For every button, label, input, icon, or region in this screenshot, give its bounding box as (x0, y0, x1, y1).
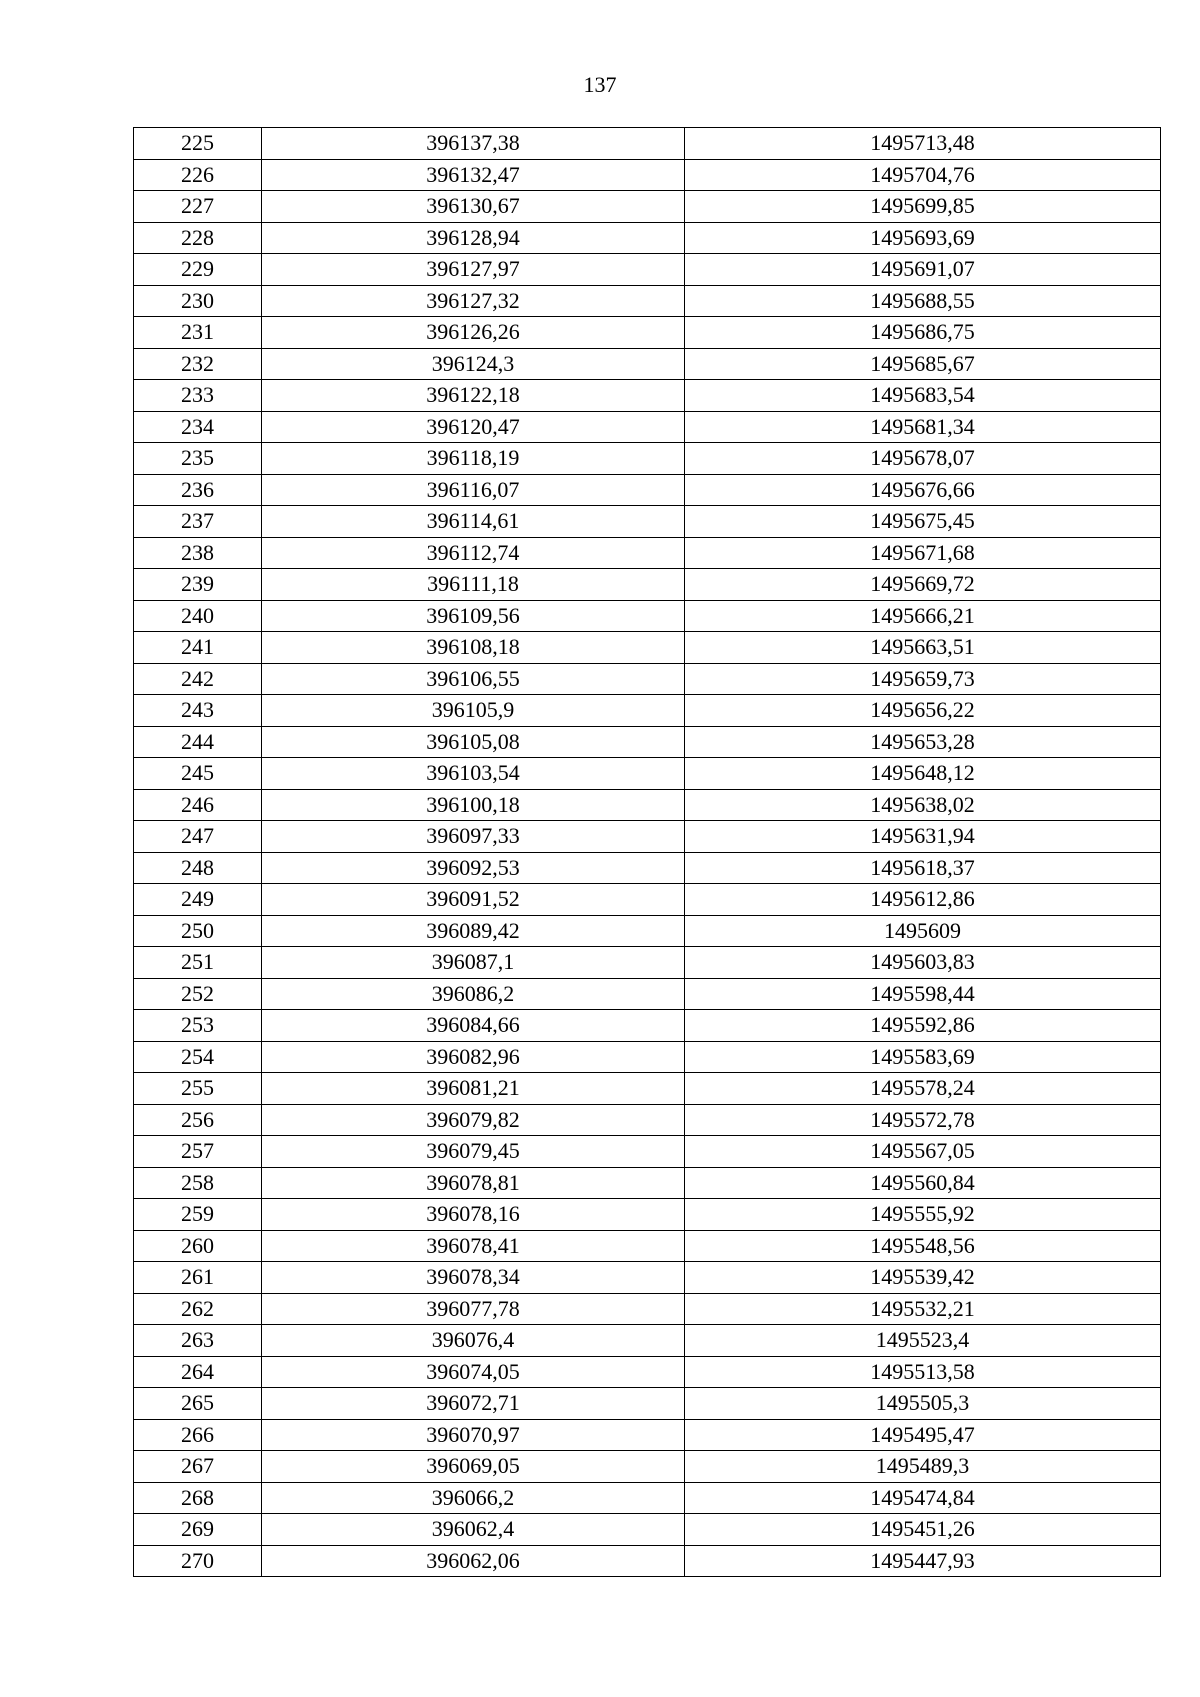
table-row (134, 380, 1161, 412)
point-number-cell: 227 (134, 191, 262, 223)
y-coordinate-cell: 1495648,12 (685, 758, 1161, 790)
point-number-cell: 256 (134, 1104, 262, 1136)
table-row (134, 474, 1161, 506)
table-row (134, 1356, 1161, 1388)
table-row (134, 1230, 1161, 1262)
y-coordinate-cell: 1495505,3 (685, 1388, 1161, 1420)
x-coordinate-cell: 396126,26 (262, 317, 685, 349)
y-coordinate-cell: 1495489,3 (685, 1451, 1161, 1483)
table-row (134, 978, 1161, 1010)
point-number-cell: 260 (134, 1230, 262, 1262)
x-coordinate-cell: 396114,61 (262, 506, 685, 538)
y-coordinate-cell: 1495686,75 (685, 317, 1161, 349)
point-number-cell: 242 (134, 663, 262, 695)
x-coordinate-cell: 396092,53 (262, 852, 685, 884)
table-body (134, 128, 1161, 1577)
y-coordinate-cell: 1495663,51 (685, 632, 1161, 664)
point-number-cell: 225 (134, 128, 262, 160)
table-row (134, 1388, 1161, 1420)
y-coordinate-cell: 1495532,21 (685, 1293, 1161, 1325)
point-number-cell: 246 (134, 789, 262, 821)
x-coordinate-cell: 396111,18 (262, 569, 685, 601)
point-number-cell: 248 (134, 852, 262, 884)
table-row (134, 821, 1161, 853)
x-coordinate-cell: 396078,34 (262, 1262, 685, 1294)
x-coordinate-cell: 396072,71 (262, 1388, 685, 1420)
point-number-cell: 240 (134, 600, 262, 632)
x-coordinate-cell: 396069,05 (262, 1451, 685, 1483)
x-coordinate-cell: 396078,16 (262, 1199, 685, 1231)
x-coordinate-cell: 396082,96 (262, 1041, 685, 1073)
x-coordinate-cell: 396062,4 (262, 1514, 685, 1546)
table-row (134, 1262, 1161, 1294)
point-number-cell: 232 (134, 348, 262, 380)
x-coordinate-cell: 396079,45 (262, 1136, 685, 1168)
table-row (134, 947, 1161, 979)
y-coordinate-cell: 1495578,24 (685, 1073, 1161, 1105)
y-coordinate-cell: 1495592,86 (685, 1010, 1161, 1042)
y-coordinate-cell: 1495572,78 (685, 1104, 1161, 1136)
y-coordinate-cell: 1495548,56 (685, 1230, 1161, 1262)
y-coordinate-cell: 1495678,07 (685, 443, 1161, 475)
table-row (134, 1136, 1161, 1168)
y-coordinate-cell: 1495539,42 (685, 1262, 1161, 1294)
x-coordinate-cell: 396078,41 (262, 1230, 685, 1262)
table-row (134, 789, 1161, 821)
table-row (134, 443, 1161, 475)
x-coordinate-cell: 396124,3 (262, 348, 685, 380)
table-row (134, 1293, 1161, 1325)
x-coordinate-cell: 396137,38 (262, 128, 685, 160)
y-coordinate-cell: 1495513,58 (685, 1356, 1161, 1388)
y-coordinate-cell: 1495523,4 (685, 1325, 1161, 1357)
point-number-cell: 253 (134, 1010, 262, 1042)
y-coordinate-cell: 1495447,93 (685, 1545, 1161, 1577)
point-number-cell: 231 (134, 317, 262, 349)
x-coordinate-cell: 396100,18 (262, 789, 685, 821)
point-number-cell: 228 (134, 222, 262, 254)
table-row (134, 222, 1161, 254)
point-number-cell: 249 (134, 884, 262, 916)
table-row (134, 1104, 1161, 1136)
table-row (134, 852, 1161, 884)
table-row (134, 569, 1161, 601)
x-coordinate-cell: 396127,97 (262, 254, 685, 286)
point-number-cell: 233 (134, 380, 262, 412)
y-coordinate-cell: 1495713,48 (685, 128, 1161, 160)
x-coordinate-cell: 396108,18 (262, 632, 685, 664)
x-coordinate-cell: 396079,82 (262, 1104, 685, 1136)
table-row (134, 1010, 1161, 1042)
y-coordinate-cell: 1495676,66 (685, 474, 1161, 506)
x-coordinate-cell: 396103,54 (262, 758, 685, 790)
x-coordinate-cell: 396127,32 (262, 285, 685, 317)
point-number-cell: 262 (134, 1293, 262, 1325)
table-row (134, 1167, 1161, 1199)
y-coordinate-cell: 1495598,44 (685, 978, 1161, 1010)
table-row (134, 159, 1161, 191)
table-row (134, 1199, 1161, 1231)
x-coordinate-cell: 396109,56 (262, 600, 685, 632)
x-coordinate-cell: 396089,42 (262, 915, 685, 947)
x-coordinate-cell: 396081,21 (262, 1073, 685, 1105)
table-row (134, 1451, 1161, 1483)
y-coordinate-cell: 1495675,45 (685, 506, 1161, 538)
x-coordinate-cell: 396116,07 (262, 474, 685, 506)
x-coordinate-cell: 396105,08 (262, 726, 685, 758)
point-number-cell: 245 (134, 758, 262, 790)
y-coordinate-cell: 1495618,37 (685, 852, 1161, 884)
y-coordinate-cell: 1495609 (685, 915, 1161, 947)
y-coordinate-cell: 1495631,94 (685, 821, 1161, 853)
x-coordinate-cell: 396066,2 (262, 1482, 685, 1514)
y-coordinate-cell: 1495693,69 (685, 222, 1161, 254)
table-row (134, 600, 1161, 632)
y-coordinate-cell: 1495583,69 (685, 1041, 1161, 1073)
y-coordinate-cell: 1495653,28 (685, 726, 1161, 758)
table-row (134, 1041, 1161, 1073)
x-coordinate-cell: 396074,05 (262, 1356, 685, 1388)
x-coordinate-cell: 396120,47 (262, 411, 685, 443)
table-row (134, 317, 1161, 349)
page-number: 137 (583, 72, 617, 97)
y-coordinate-cell: 1495669,72 (685, 569, 1161, 601)
x-coordinate-cell: 396106,55 (262, 663, 685, 695)
x-coordinate-cell: 396076,4 (262, 1325, 685, 1357)
table-row (134, 128, 1161, 160)
y-coordinate-cell: 1495681,34 (685, 411, 1161, 443)
point-number-cell: 239 (134, 569, 262, 601)
table-row (134, 1482, 1161, 1514)
point-number-cell: 265 (134, 1388, 262, 1420)
y-coordinate-cell: 1495656,22 (685, 695, 1161, 727)
point-number-cell: 226 (134, 159, 262, 191)
point-number-cell: 247 (134, 821, 262, 853)
coordinates-table (133, 127, 1161, 1577)
point-number-cell: 241 (134, 632, 262, 664)
table-row (134, 884, 1161, 916)
x-coordinate-cell: 396078,81 (262, 1167, 685, 1199)
point-number-cell: 267 (134, 1451, 262, 1483)
x-coordinate-cell: 396087,1 (262, 947, 685, 979)
point-number-cell: 238 (134, 537, 262, 569)
x-coordinate-cell: 396077,78 (262, 1293, 685, 1325)
y-coordinate-cell: 1495495,47 (685, 1419, 1161, 1451)
x-coordinate-cell: 396132,47 (262, 159, 685, 191)
table-row (134, 1073, 1161, 1105)
x-coordinate-cell: 396084,66 (262, 1010, 685, 1042)
y-coordinate-cell: 1495704,76 (685, 159, 1161, 191)
point-number-cell: 230 (134, 285, 262, 317)
table-row (134, 663, 1161, 695)
x-coordinate-cell: 396097,33 (262, 821, 685, 853)
y-coordinate-cell: 1495638,02 (685, 789, 1161, 821)
x-coordinate-cell: 396091,52 (262, 884, 685, 916)
table-row (134, 348, 1161, 380)
table-row (134, 695, 1161, 727)
table-row (134, 411, 1161, 443)
point-number-cell: 257 (134, 1136, 262, 1168)
table-row (134, 285, 1161, 317)
point-number-cell: 254 (134, 1041, 262, 1073)
y-coordinate-cell: 1495474,84 (685, 1482, 1161, 1514)
y-coordinate-cell: 1495603,83 (685, 947, 1161, 979)
point-number-cell: 268 (134, 1482, 262, 1514)
y-coordinate-cell: 1495659,73 (685, 663, 1161, 695)
x-coordinate-cell: 396062,06 (262, 1545, 685, 1577)
y-coordinate-cell: 1495683,54 (685, 380, 1161, 412)
point-number-cell: 264 (134, 1356, 262, 1388)
point-number-cell: 250 (134, 915, 262, 947)
point-number-cell: 261 (134, 1262, 262, 1294)
y-coordinate-cell: 1495451,26 (685, 1514, 1161, 1546)
x-coordinate-cell: 396130,67 (262, 191, 685, 223)
y-coordinate-cell: 1495612,86 (685, 884, 1161, 916)
x-coordinate-cell: 396112,74 (262, 537, 685, 569)
point-number-cell: 236 (134, 474, 262, 506)
table-row (134, 632, 1161, 664)
y-coordinate-cell: 1495555,92 (685, 1199, 1161, 1231)
y-coordinate-cell: 1495691,07 (685, 254, 1161, 286)
point-number-cell: 252 (134, 978, 262, 1010)
x-coordinate-cell: 396086,2 (262, 978, 685, 1010)
point-number-cell: 244 (134, 726, 262, 758)
table-row (134, 254, 1161, 286)
point-number-cell: 235 (134, 443, 262, 475)
table-row (134, 1545, 1161, 1577)
point-number-cell: 263 (134, 1325, 262, 1357)
y-coordinate-cell: 1495666,21 (685, 600, 1161, 632)
table-row (134, 506, 1161, 538)
table-row (134, 1514, 1161, 1546)
point-number-cell: 270 (134, 1545, 262, 1577)
point-number-cell: 229 (134, 254, 262, 286)
table-row (134, 758, 1161, 790)
y-coordinate-cell: 1495567,05 (685, 1136, 1161, 1168)
point-number-cell: 259 (134, 1199, 262, 1231)
y-coordinate-cell: 1495699,85 (685, 191, 1161, 223)
point-number-cell: 258 (134, 1167, 262, 1199)
point-number-cell: 243 (134, 695, 262, 727)
table-row (134, 726, 1161, 758)
table-row (134, 915, 1161, 947)
table-row (134, 1325, 1161, 1357)
table-row (134, 191, 1161, 223)
x-coordinate-cell: 396122,18 (262, 380, 685, 412)
y-coordinate-cell: 1495688,55 (685, 285, 1161, 317)
point-number-cell: 234 (134, 411, 262, 443)
point-number-cell: 266 (134, 1419, 262, 1451)
y-coordinate-cell: 1495685,67 (685, 348, 1161, 380)
point-number-cell: 237 (134, 506, 262, 538)
point-number-cell: 251 (134, 947, 262, 979)
y-coordinate-cell: 1495671,68 (685, 537, 1161, 569)
x-coordinate-cell: 396070,97 (262, 1419, 685, 1451)
point-number-cell: 255 (134, 1073, 262, 1105)
x-coordinate-cell: 396105,9 (262, 695, 685, 727)
table-row (134, 1419, 1161, 1451)
y-coordinate-cell: 1495560,84 (685, 1167, 1161, 1199)
x-coordinate-cell: 396128,94 (262, 222, 685, 254)
x-coordinate-cell: 396118,19 (262, 443, 685, 475)
table-row (134, 537, 1161, 569)
point-number-cell: 269 (134, 1514, 262, 1546)
